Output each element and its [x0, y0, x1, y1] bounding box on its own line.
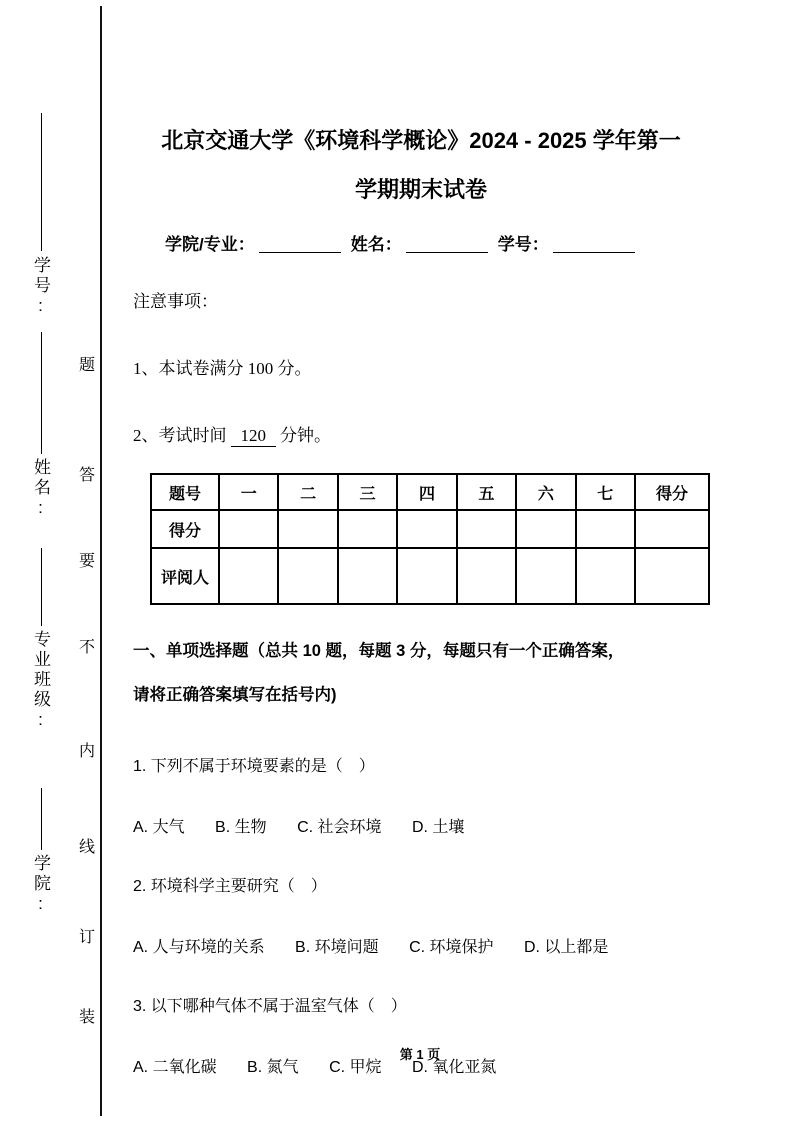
major-class-blank-line	[41, 548, 42, 626]
note-total-score: 1、本试卷满分 100 分。	[133, 359, 312, 378]
exam-title-line2: 学期期末试卷	[354, 177, 487, 202]
note-duration-prefix: 2、考试时间	[133, 426, 227, 445]
sidebar-college-label: 学院:	[31, 854, 50, 916]
reviewer-row-label: 评阅人	[151, 548, 219, 604]
question-1-option-b: B. 生物	[215, 819, 267, 836]
score-cell-header: 六	[516, 474, 575, 510]
question-2-text: 2. 环境科学主要研究（ ）	[133, 878, 327, 895]
sidebar-student-id-label: 学号:	[31, 256, 50, 318]
college-major-blank	[259, 233, 341, 253]
score-cell	[635, 510, 709, 548]
score-cell	[516, 510, 575, 548]
student-id-blank	[553, 233, 635, 253]
question-3-option-b: B. 氮气	[247, 1059, 299, 1076]
score-cell-header: 七	[576, 474, 635, 510]
page-number: 第 1 页	[399, 1047, 441, 1062]
exam-title	[133, 116, 709, 214]
binding-line-char: 答	[79, 467, 96, 484]
score-table-score-row	[151, 510, 709, 548]
score-cell	[219, 548, 278, 604]
score-table	[150, 473, 710, 605]
question-1-text: 1. 下列不属于环境要素的是（ ）	[133, 758, 375, 775]
question-2-option-d: D. 以上都是	[523, 939, 609, 956]
question-3-option-d: D. 氧化亚氮	[411, 1059, 497, 1076]
sidebar-name-label: 姓名:	[31, 458, 50, 520]
binding-line-char: 不	[79, 639, 96, 656]
score-cell	[278, 510, 337, 548]
score-cell	[457, 548, 516, 604]
question-1-option-a: A. 大气	[133, 819, 185, 836]
score-cell	[576, 510, 635, 548]
question-2-option-a: A. 人与环境的关系	[133, 939, 265, 956]
student-info-line	[133, 230, 709, 255]
question-2-option-b: B. 环境问题	[295, 939, 379, 956]
binding-line-char: 要	[79, 553, 96, 570]
score-cell-header: 四	[397, 474, 456, 510]
question-2-option-c: C. 环境保护	[409, 939, 494, 956]
question-2-options	[133, 934, 709, 957]
section-1-heading-line2: 请将正确答案填写在括号内)	[133, 686, 337, 704]
score-cell-header: 题号	[151, 474, 219, 510]
college-major-label: 学院/专业：	[165, 235, 255, 254]
exam-duration-value: 120	[231, 426, 277, 447]
question-3-option-c: C. 甲烷	[329, 1059, 382, 1076]
score-table-header-row	[151, 474, 709, 510]
question-3-text: 3. 以下哪种气体不属于温室气体（ ）	[133, 998, 407, 1015]
student-id-label: 学号：	[497, 235, 549, 254]
question-1-options	[133, 814, 709, 837]
score-cell	[635, 548, 709, 604]
question-1	[133, 753, 709, 837]
question-3-option-a: A. 二氧化碳	[133, 1059, 217, 1076]
sidebar-major-class-label: 专业班级:	[31, 630, 50, 732]
score-cell	[576, 548, 635, 604]
score-row-label: 得分	[151, 510, 219, 548]
score-cell	[338, 510, 397, 548]
section-1-heading	[133, 629, 709, 717]
name-label: 姓名：	[350, 235, 402, 254]
binding-line-char: 装	[79, 1009, 96, 1026]
note-duration-suffix: 分钟。	[280, 426, 331, 445]
question-2	[133, 873, 709, 957]
student-id-blank-line	[41, 113, 42, 251]
binding-line-char: 订	[79, 929, 96, 946]
score-cell-header: 五	[457, 474, 516, 510]
score-cell	[516, 548, 575, 604]
score-cell	[278, 548, 337, 604]
note-exam-duration	[133, 421, 709, 447]
section-1-heading-line1: 一、单项选择题（总共 10 题，每题 3 分，每题只有一个正确答案，	[133, 642, 625, 660]
binding-line-char: 内	[79, 743, 96, 760]
exam-content	[133, 0, 709, 1077]
score-cell-header: 三	[338, 474, 397, 510]
score-cell	[219, 510, 278, 548]
score-cell-header: 二	[278, 474, 337, 510]
binding-line-char: 题	[79, 357, 96, 374]
score-cell	[457, 510, 516, 548]
binding-rule-line	[100, 6, 102, 1116]
score-cell-header: 一	[219, 474, 278, 510]
notes-heading: 注意事项：	[133, 292, 218, 311]
score-cell	[397, 510, 456, 548]
binding-line-char: 线	[79, 839, 96, 856]
name-blank	[406, 233, 488, 253]
score-cell	[338, 548, 397, 604]
score-table-reviewer-row	[151, 548, 709, 604]
name-blank-line	[41, 332, 42, 454]
question-3	[133, 993, 709, 1077]
score-cell	[397, 548, 456, 604]
question-1-option-c: C. 社会环境	[297, 819, 382, 836]
college-blank-line	[41, 788, 42, 850]
exam-title-line1: 北京交通大学《环境科学概论》2024 - 2025 学年第一	[161, 128, 681, 153]
question-1-option-d: D. 土壤	[411, 819, 465, 836]
score-cell-header: 得分	[635, 474, 709, 510]
